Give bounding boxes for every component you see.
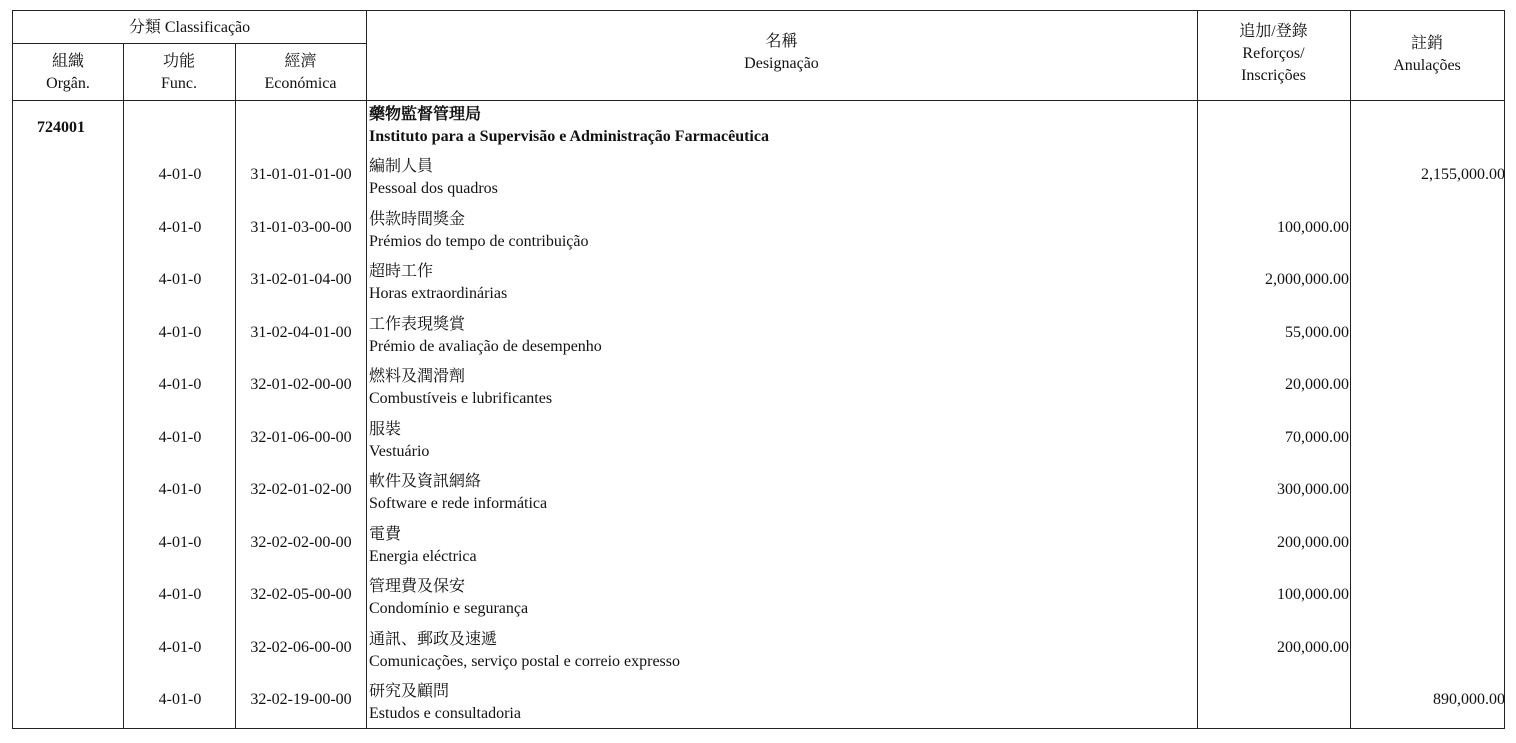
- table-row: [13, 524, 1506, 576]
- header-organ-pt: Orgân.: [46, 75, 90, 92]
- econ-code: 32-01-06-00-00: [250, 428, 352, 446]
- designation-zh: 研究及顧問: [369, 683, 450, 700]
- table-row: [13, 681, 1506, 733]
- func-code: 4-01-0: [158, 691, 202, 708]
- header-cancel: [1350, 33, 1504, 77]
- header-reinforce: [1197, 21, 1350, 87]
- header-econ-pt: Económica: [264, 75, 337, 92]
- header-func-pt: Func.: [161, 75, 197, 92]
- cancel-amount: 2,155,000.00: [1421, 166, 1505, 183]
- designation-pt: Prémios do tempo de contribuição: [369, 232, 589, 250]
- designation-pt: Comunicações, serviço postal e correio expresso: [369, 652, 681, 670]
- func-code: 4-01-0: [158, 533, 202, 551]
- table-row: [13, 419, 1506, 471]
- designation: [369, 366, 552, 410]
- cancel-amount: 890,000.00: [1433, 691, 1505, 708]
- func-code: 4-01-0: [158, 586, 202, 603]
- designation-pt: Combustíveis e lubrificantes: [369, 390, 553, 407]
- header-bottom-rule: [13, 100, 1504, 101]
- organ-name-pt: Instituto para a Supervisão e Administração Farmacêutica: [369, 128, 769, 145]
- header-sub-rule: [13, 43, 366, 44]
- reinforce-amount: 200,000.00: [1277, 638, 1349, 656]
- reinforce-amount: 100,000.00: [1277, 218, 1349, 236]
- header-econ: [235, 51, 366, 95]
- table-row: [13, 471, 1506, 523]
- header-reinforce-pt2: Inscrições: [1241, 67, 1306, 84]
- designation: [369, 156, 498, 200]
- designation: [369, 261, 507, 305]
- header-func-zh: 功能: [162, 53, 195, 70]
- designation: [369, 209, 589, 253]
- designation-zh: 超時工作: [369, 263, 434, 280]
- designation-pt: Estudos e consultadoria: [369, 705, 521, 722]
- designation-zh: 編制人員: [369, 158, 434, 175]
- econ-code: 32-02-19-00-00: [250, 691, 352, 708]
- econ-code: 32-01-02-00-00: [250, 376, 352, 393]
- designation: [369, 471, 547, 515]
- func-code: 4-01-0: [158, 481, 202, 498]
- func-code: 4-01-0: [158, 271, 202, 288]
- designation-zh: 燃料及潤滑劑: [369, 368, 466, 385]
- header-econ-zh: 經濟: [284, 53, 317, 70]
- header-designation: [366, 31, 1197, 75]
- table-row: [13, 576, 1506, 628]
- header-designation-pt: Designação: [744, 55, 819, 72]
- designation-pt: Prémio de avaliação de desempenho: [369, 337, 602, 355]
- table-row: [13, 156, 1506, 208]
- designation-zh: 通訊、郵政及速遞: [369, 630, 498, 648]
- table-row: [13, 261, 1506, 313]
- func-code: 4-01-0: [158, 323, 202, 341]
- reinforce-amount: 200,000.00: [1277, 533, 1349, 551]
- func-code: 4-01-0: [158, 428, 202, 446]
- designation: [369, 681, 521, 725]
- econ-code: 32-02-05-00-00: [250, 586, 352, 603]
- econ-code: 31-02-01-04-00: [250, 271, 352, 288]
- budget-table: [12, 10, 1505, 729]
- reinforce-amount: 70,000.00: [1285, 428, 1349, 446]
- designation-zh: 軟件及資訊網絡: [369, 473, 482, 490]
- header-designation-zh: 名稱: [765, 33, 798, 50]
- econ-code: 32-02-02-00-00: [250, 533, 352, 551]
- reinforce-amount: 20,000.00: [1285, 376, 1349, 393]
- designation-zh: 工作表現獎賞: [369, 315, 466, 333]
- header-organ-zh: 組織: [51, 53, 84, 70]
- econ-code: 31-02-04-01-00: [250, 323, 352, 341]
- header-cancel-zh: 註銷: [1410, 35, 1443, 52]
- header-func: [123, 51, 235, 95]
- designation: [369, 524, 477, 568]
- designation-pt: Condomínio e segurança: [369, 600, 529, 617]
- header-organ: [13, 51, 123, 95]
- func-code: 4-01-0: [158, 376, 202, 393]
- designation-pt: Vestuário: [369, 442, 430, 460]
- organ-name-zh: 藥物監督管理局: [369, 106, 482, 123]
- organ-designation: [369, 104, 769, 148]
- func-code: 4-01-0: [158, 218, 202, 236]
- reinforce-amount: 300,000.00: [1277, 481, 1349, 498]
- designation-zh: 電費: [369, 525, 402, 543]
- designation: [369, 314, 602, 358]
- reinforce-amount: 2,000,000.00: [1265, 271, 1349, 288]
- designation-pt: Software e rede informática: [369, 495, 548, 512]
- designation: [369, 576, 528, 620]
- header-reinforce-pt1: Reforços/: [1242, 45, 1305, 62]
- table-row: [13, 314, 1506, 366]
- func-code: 4-01-0: [158, 166, 202, 183]
- designation-pt: Energia eléctrica: [369, 547, 477, 565]
- header-cancel-pt: Anulações: [1393, 57, 1461, 74]
- func-code: 4-01-0: [158, 638, 202, 656]
- designation-zh: 供款時間獎金: [369, 210, 466, 228]
- organ-code: 724001: [37, 119, 85, 136]
- econ-code: 31-01-03-00-00: [250, 218, 352, 236]
- header-classification: 分類 Classificação: [128, 19, 251, 36]
- designation-zh: 服裝: [369, 420, 402, 438]
- designation-pt: Pessoal dos quadros: [369, 180, 498, 197]
- header-reinforce-zh: 追加/登錄: [1239, 23, 1308, 40]
- designation: [369, 629, 680, 673]
- table-row: [13, 366, 1506, 418]
- designation-zh: 管理費及保安: [369, 578, 466, 595]
- reinforce-amount: 55,000.00: [1285, 323, 1349, 341]
- designation: [369, 419, 429, 463]
- econ-code: 32-02-06-00-00: [250, 638, 352, 656]
- table-row: [13, 209, 1506, 261]
- econ-code: 32-02-01-02-00: [250, 481, 352, 498]
- reinforce-amount: 100,000.00: [1277, 586, 1349, 603]
- econ-code: 31-01-01-01-00: [250, 166, 352, 183]
- designation-pt: Horas extraordinárias: [369, 285, 508, 302]
- table-row: [13, 629, 1506, 681]
